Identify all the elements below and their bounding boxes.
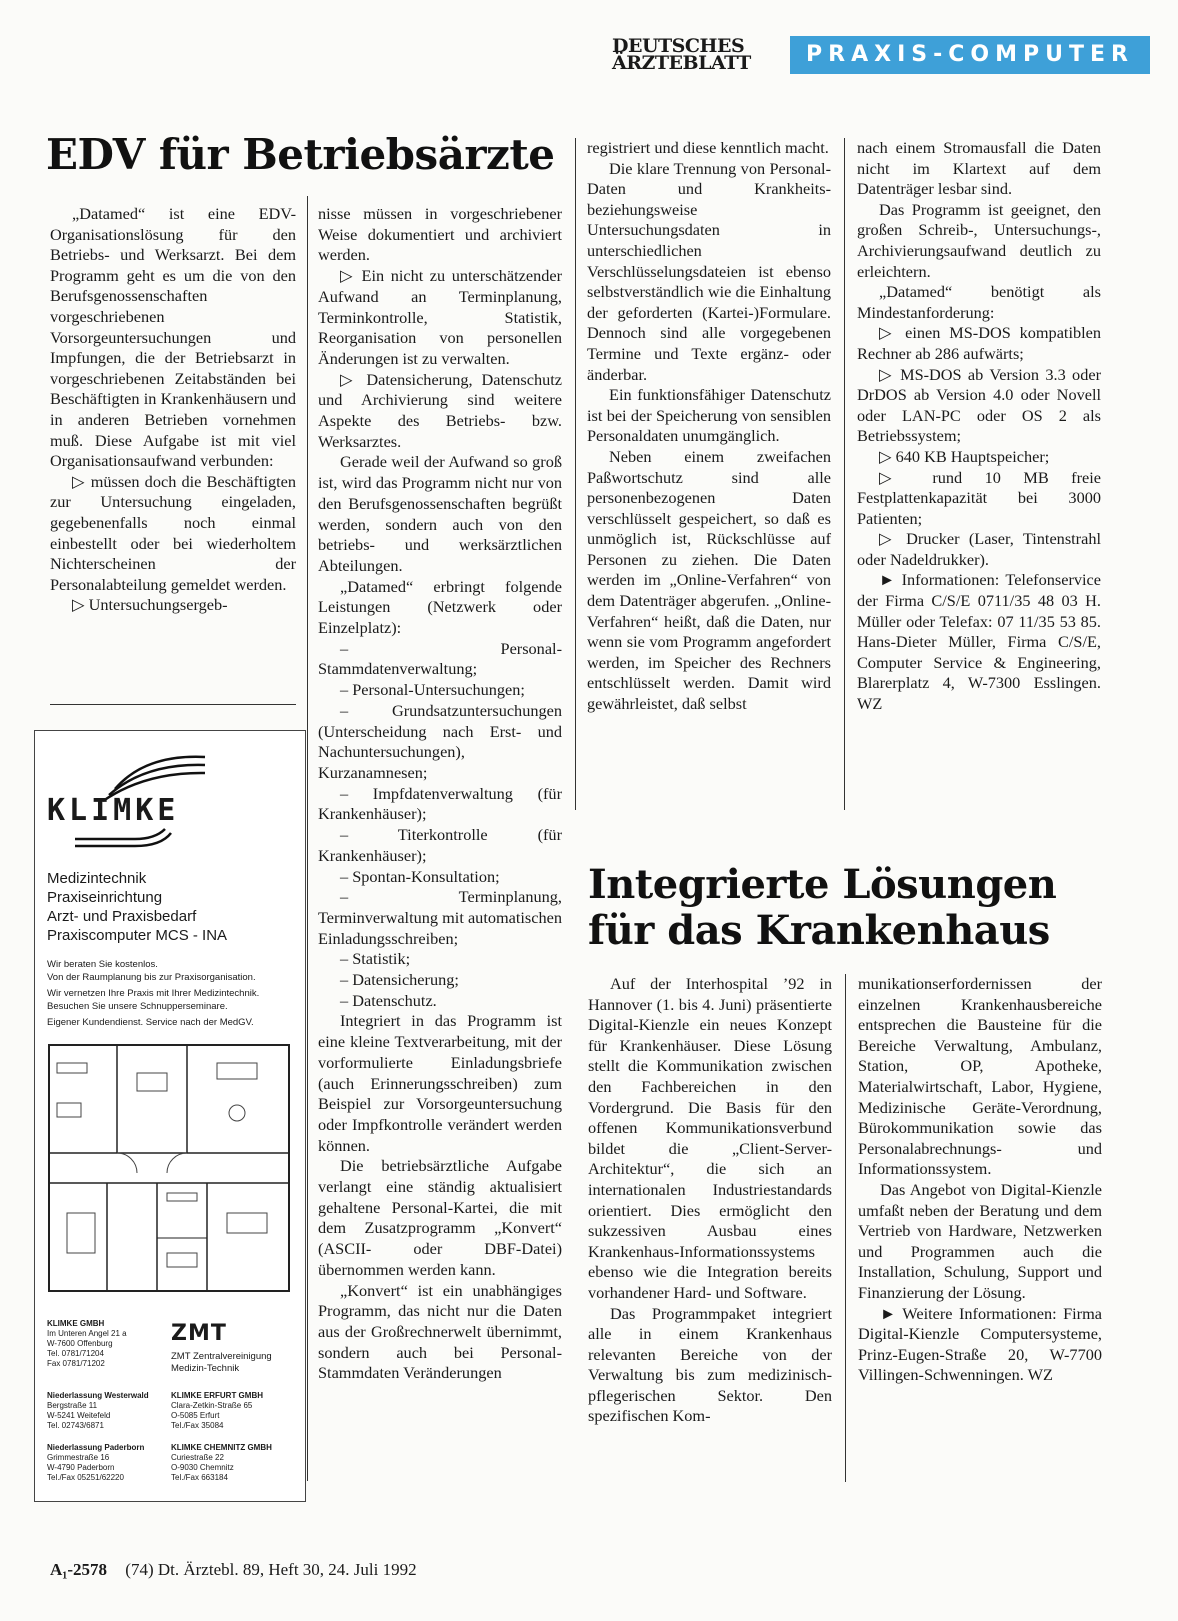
- paragraph: „Datamed“ erbringt folgende Leistungen (Netzwerk oder Einzelplatz):: [318, 576, 562, 638]
- article1-col4: [857, 138, 1101, 715]
- ad-claim: Wir beraten Sie kostenlos.: [47, 959, 158, 970]
- address-line: Curiestraße 22: [171, 1453, 224, 1462]
- ad-address-chemnitz: [171, 1443, 272, 1483]
- column-rule: [844, 138, 845, 810]
- ad-service: Praxiscomputer MCS - INA: [47, 927, 228, 944]
- paragraph: nisse müssen in vorgeschriebener Weise dokumentiert und archiviert werden.: [318, 204, 562, 265]
- paragraph: munikationserfordernissen der einzelnen Krankenhausbereiche entsprechen die Bausteine für die Bereiche Verwaltung, Ambulanz, Station, OP, Apotheke, Materialwirtschaft, Labor, Hygiene, Medizinische Geräte-Verordnung, Bürokommunikation sowie das Personalabrechnungs- und Informationssystem.: [858, 974, 1102, 1179]
- list-item: – Grundsatzuntersuchungen (Unterscheidung nach Erst- und Nachuntersuchungen), Kurzanamnesen;: [318, 700, 562, 782]
- address-line: Clara-Zetkin-Straße 65: [171, 1401, 253, 1410]
- paragraph: „Datamed“ benötigt als Mindestanforderung:: [857, 282, 1101, 322]
- address-line: Bergstraße 11: [47, 1401, 98, 1410]
- paragraph: Gerade weil der Aufwand so groß ist, wird das Programm nicht nur von den Berufsgenossenschaften begrüßt werden, sondern auch von den betriebs- und werksärztlichen Abteilungen.: [318, 452, 562, 575]
- article2-title-line1: Integrierte Lösungen: [588, 861, 1057, 908]
- article1-col3: [587, 138, 831, 715]
- paragraph: ▷ müssen doch die Beschäftigten zur Untersuchung eingeladen, gegebenenfalls noch einmal einbestellt oder bei wiederholtem Nichterscheinen der Personalabteilung gemeldet werden.: [50, 471, 296, 594]
- ad-zmt: [171, 1351, 272, 1375]
- address-line: Niederlassung Paderborn: [47, 1443, 145, 1452]
- address-line: Tel./Fax 35084: [171, 1421, 224, 1430]
- list-item: ▷ rund 10 MB freie Festplattenkapazität bei 3000 Patienten;: [857, 467, 1101, 528]
- paragraph: ▷ Ein nicht zu unterschätzender Aufwand an Terminplanung, Terminkontrolle, Statistik, Reorganisation von personellen Änderungen ist zu verwalten.: [318, 266, 562, 368]
- ad-service: Arzt- und Praxisbedarf: [47, 908, 197, 925]
- article1-title: EDV für Betriebsärzte: [46, 130, 555, 179]
- paragraph: Ein funktionsfähiger Datenschutz ist bei der Speicherung von sensiblen Personaldaten unumgänglich.: [587, 385, 831, 446]
- column-rule: [845, 974, 846, 1482]
- column-rule: [575, 138, 576, 810]
- divider: [50, 704, 296, 705]
- list-item: ▷ einen MS-DOS kompatiblen Rechner ab 286 aufwärts;: [857, 323, 1101, 363]
- list-item: – Datensicherung;: [340, 970, 459, 990]
- info-paragraph: ► Informationen: Telefonservice der Firma C/S/E 0711/35 48 03 H. Müller oder Telefax: 07 11/35 53 85. Hans-Dieter Müller, Firma C/S/E, Computer Service & Engineering, Blarerplatz 4, W-7300 Esslingen. WZ: [857, 570, 1101, 714]
- ad-claims: [47, 959, 259, 1030]
- list-item: – Spontan-Konsultation;: [340, 866, 500, 886]
- address-line: Im Unteren Angel 21 a: [47, 1329, 127, 1338]
- ad-service: Praxiseinrichtung: [47, 889, 163, 906]
- address-line: Niederlassung Westerwald: [47, 1391, 149, 1400]
- paragraph: Neben einem zweifachen Paßwortschutz sind alle personenbezogenen Daten verschlüsselt gespeichert, so daß es unmöglich ist, Rückschlüsse auf Personen zu ziehen. Die Daten werden im „Online-Verfahren“ von dem Datenträger abgerufen. „Online-Verfahren“ heißt, daß die Daten, nur wenn sie vom Programm angefordert werden, im Speicher des Rechners entschlüsselt werden. Damit wird gewährleistet, daß selbst: [587, 446, 831, 714]
- zmt-logo-icon: ZMT: [171, 1321, 227, 1346]
- masthead-line1: DEUTSCHES: [612, 35, 745, 57]
- page-number: A₁-2578: [50, 1560, 108, 1579]
- floor-plan-illustration: [47, 1043, 291, 1293]
- list-item: – Personal-Untersuchungen;: [340, 680, 525, 700]
- address-line: KLIMKE GMBH: [47, 1319, 105, 1328]
- list-item: – Personal-Stammdatenverwaltung;: [318, 638, 562, 679]
- ad-address-paderborn: [47, 1443, 144, 1483]
- ad-claim: Wir vernetzen Ihre Praxis mit Ihrer Medizintechnik.: [47, 988, 260, 999]
- list-item: – Titerkontrolle (für Krankenhäuser);: [318, 825, 562, 865]
- paragraph: ▷ Datensicherung, Datenschutz und Archivierung sind weitere Aspekte des Betriebs- bzw. Werksarztes.: [318, 369, 562, 451]
- ad-address-erfurt: [171, 1391, 263, 1431]
- paragraph: registriert und diese kenntlich macht.: [587, 138, 829, 157]
- ad-address-westerwald: [47, 1391, 149, 1431]
- paragraph: „Datamed“ ist eine EDV-Organisationslösung für den Betriebs- und Werksarzt. Bei dem Programm geht es um die von den Berufsgenossenschaften vorgeschriebenen Vorsorgeuntersuchungen und Impfungen, die der Betriebsarzt in vorgeschriebenen Zeitabständen bei Beschäftigten in Krankenhäusern und in anderen Betrieben vornehmen muß. Diese Aufgabe ist mit viel Organisationsaufwand verbunden:: [50, 204, 296, 471]
- masthead: [612, 35, 782, 74]
- article2-col1: [588, 974, 832, 1427]
- address-line: KLIMKE ERFURT GMBH: [171, 1391, 263, 1400]
- article2-col2: [858, 974, 1102, 1386]
- ad-service: Medizintechnik: [47, 870, 147, 887]
- list-item: – Datenschutz.: [340, 990, 437, 1010]
- paragraph: ▷ Untersuchungsergeb-: [72, 595, 228, 615]
- info-paragraph: ► Weitere Informationen: Firma Digital-Kienzle Computersysteme, Prinz-Eugen-Straße 20, W-7700 Villingen-Schwenningen. WZ: [858, 1303, 1102, 1385]
- paragraph: Das Programm ist geeignet, den großen Schreib-, Untersuchungs-, Archivierungsaufwand deutlich zu erleichtern.: [857, 199, 1101, 281]
- ad-claim: Eigener Kundendienst. Service nach der MedGV.: [47, 1017, 254, 1028]
- ad-services: [47, 869, 227, 945]
- address-line: Fax 0781/71202: [47, 1359, 105, 1368]
- ad-claim: Besuchen Sie unsere Schnupperseminare.: [47, 1000, 228, 1012]
- list-item: ▷ 640 KB Hauptspeicher;: [879, 446, 1050, 466]
- section-banner: PRAXIS-COMPUTER: [790, 36, 1150, 74]
- ad-claim: Von der Raumplanung bis zur Praxisorganisation.: [47, 971, 256, 983]
- paragraph: nach einem Stromausfall die Daten nicht im Klartext auf dem Datenträger lesbar sind.: [857, 138, 1101, 199]
- paragraph: Die betriebsärztliche Aufgabe verlangt eine ständig aktualisiert gehaltene Personal-Kartei, die mit dem Zusatzprogramm „Konvert“ (ASCII- oder DBF-Datei) übernommen werden kann.: [318, 1156, 562, 1279]
- paragraph: Die klare Trennung von Personal-Daten und Krankheits- beziehungsweise Untersuchungsdaten in unterschiedlichen Verschlüsselungsdateien ist ebenso selbstverständlich wie die Einhaltung der geforderten (Kartei-)Formulare. Dennoch sind alle vorgegebenen Termine und Texte ergänz- oder änderbar.: [587, 158, 831, 384]
- paragraph: Auf der Interhospital ’92 in Hannover (1. bis 4. Juni) präsentierte Digital-Kienzle ein neues Konzept für Krankenhäuser. Diese Lösung stellt die Kommunikation zwischen den Fachbereichen in den Vordergrund. Die Basis für den offenen Kommunikationsverbund bildet die „Client-Server-Architektur“, die sich an internationalen Industriestandards orientiert. Dies ermöglicht den sukzessiven Ausbau eines Krankenhaus-Informationssystems ebenso wie die Integration bereits vorhandener Hard- und Software.: [588, 974, 832, 1302]
- address-line: Tel./Fax 05251/62220: [47, 1473, 124, 1482]
- ad-brand: KLIMKE: [47, 793, 180, 828]
- address-line: Tel. 02743/6871: [47, 1421, 104, 1430]
- column-rule: [307, 196, 308, 1481]
- paragraph: Das Programmpaket integriert alle in einem Krankenhaus relevanten Bereiche von der Verwaltung bis zum medizinisch-pflegerischen Sektor. Den spezifischen Kom-: [588, 1303, 832, 1426]
- address-line: ZMT Zentralvereinigung: [171, 1351, 272, 1362]
- paragraph: „Konvert“ ist ein unabhängiges Programm, das nicht nur die Daten aus der Großrechnerwelt übernimmt, sondern auch bei Personal-Stammdaten Veränderungen: [318, 1280, 562, 1383]
- list-item: ▷ Drucker (Laser, Tintenstrahl oder Nadeldrukker).: [857, 529, 1101, 569]
- address-line: Tel. 0781/71204: [47, 1349, 104, 1358]
- address-line: W-4790 Paderborn: [47, 1463, 115, 1472]
- address-line: W-7600 Offenburg: [47, 1339, 113, 1348]
- address-line: O-9030 Chemnitz: [171, 1463, 234, 1472]
- article2-title: [588, 862, 1056, 954]
- list-item: – Impfdatenverwaltung (für Krankenhäuser);: [318, 783, 562, 824]
- address-line: KLIMKE CHEMNITZ GMBH: [171, 1443, 272, 1452]
- article2-title-line2: für das Krankenhaus: [588, 907, 1050, 954]
- klimke-advertisement: [34, 730, 306, 1502]
- address-line: W-5241 Weitefeld: [47, 1411, 111, 1420]
- list-item: – Terminplanung, Terminverwaltung mit automatischen Einladungsschreiben;: [318, 887, 562, 948]
- address-line: Tel./Fax 663184: [171, 1473, 228, 1482]
- address-line: Medizin-Technik: [171, 1363, 240, 1374]
- list-item: – Statistik;: [340, 949, 411, 969]
- article1-col1: [50, 204, 296, 616]
- journal-reference: (74) Dt. Ärztebl. 89, Heft 30, 24. Juli 1992: [125, 1560, 417, 1579]
- masthead-line2: ÄRZTEBLATT: [612, 52, 751, 74]
- address-line: Grimmestraße 16: [47, 1453, 110, 1462]
- paragraph: Das Angebot von Digital-Kienzle umfaßt neben der Beratung und dem Vertrieb von Hardware, Netzwerken und Programmen auch die Installation, Schulung, Support und Finanzierung der Lösung.: [858, 1179, 1102, 1302]
- article1-col2: [318, 204, 562, 1384]
- ad-address-hq: [47, 1319, 127, 1369]
- list-item: ▷ MS-DOS ab Version 3.3 oder DrDOS ab Version 4.0 oder Novell oder LAN-PC oder OS 2 als Betriebssystem;: [857, 364, 1101, 446]
- address-line: O-5085 Erfurt: [171, 1411, 220, 1420]
- page-footer: [50, 1560, 417, 1580]
- paragraph: Integriert in das Programm ist eine kleine Textverarbeitung, mit der vorformulierte Einladungsbriefe (auch Erinnerungsschreiben) zum Beispiel zur Vorsorgeuntersuchung oder Impfkontrolle verändert werden können.: [318, 1011, 562, 1155]
